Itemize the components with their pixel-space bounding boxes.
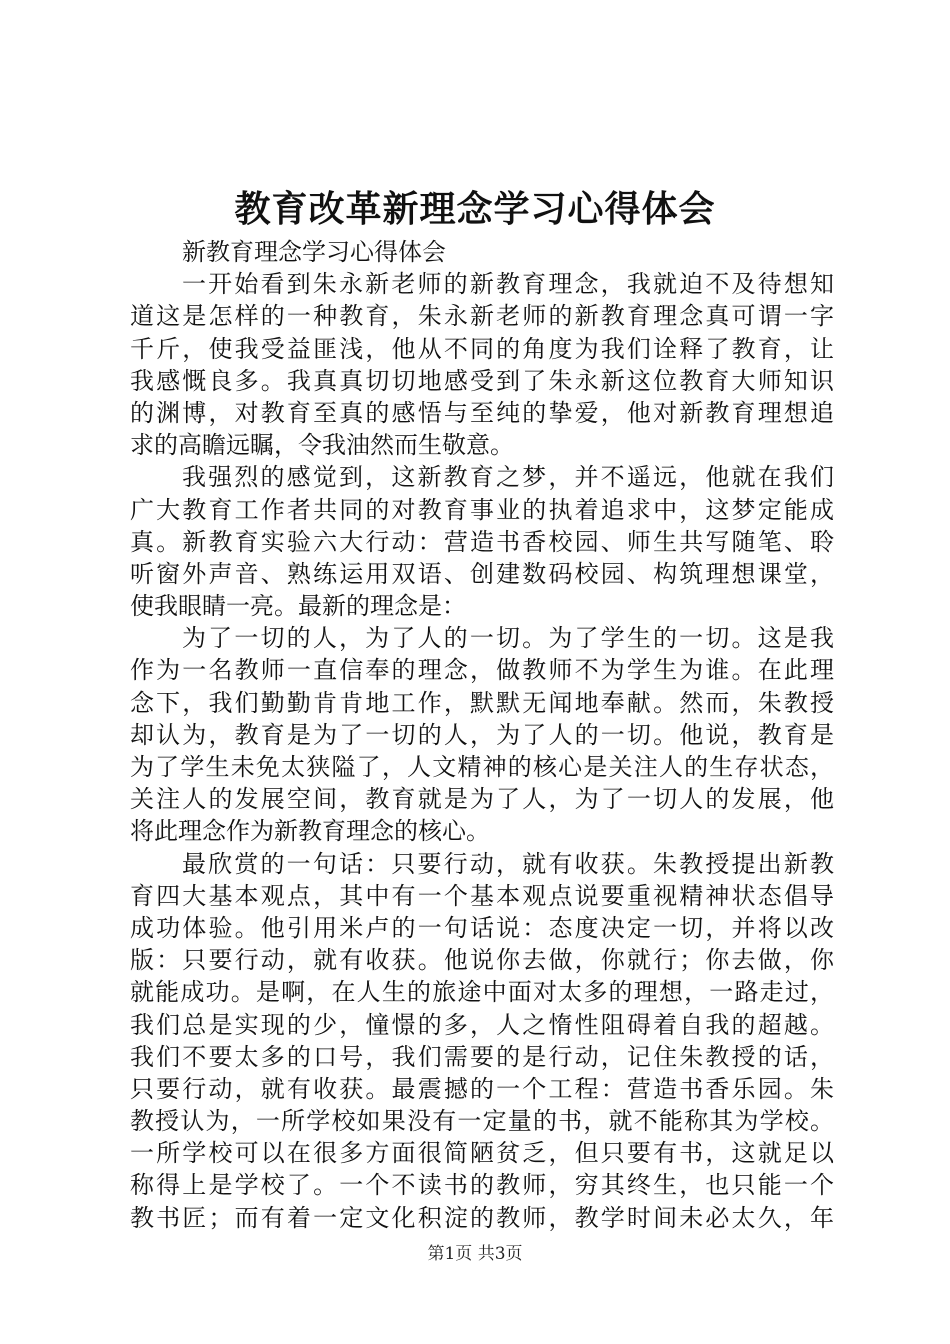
text-line: 我强烈的感觉到，这新教育之梦，并不遥远，他就在我们 <box>182 463 834 492</box>
text-line: 教授认为，一所学校如果没有一定量的书，就不能称其为学校。 <box>130 1107 834 1136</box>
text-line: 关注人的发展空间，教育就是为了人，为了一切人的发展，他 <box>130 785 834 814</box>
text-line: 千斤，使我受益匪浅，他从不同的角度为我们诠释了教育，让 <box>130 334 834 363</box>
text-line: 只要行动，就有收获。最震撼的一个工程：营造书香乐园。朱 <box>130 1074 834 1103</box>
text-line: 求的高瞻远瞩，令我油然而生敬意。 <box>130 431 514 460</box>
text-line: 道这是怎样的一种教育，朱永新老师的新教育理念真可谓一字 <box>130 302 834 331</box>
text-line: 广大教育工作者共同的对教育事业的执着追求中，这梦定能成 <box>130 495 834 524</box>
text-line: 为了一切的人，为了人的一切。为了学生的一切。这是我 <box>182 624 834 653</box>
text-line: 我们总是实现的少，憧憬的多，人之惰性阻碍着自我的超越。 <box>130 1010 834 1039</box>
text-line: 作为一名教师一直信奉的理念，做教师不为学生为谁。在此理 <box>130 656 834 685</box>
text-line: 版：只要行动，就有收获。他说你去做，你就行；你去做，你 <box>130 946 834 975</box>
document-title: 教育改革新理念学习心得体会 <box>234 188 716 230</box>
document-body <box>130 236 834 1234</box>
text-line: 却认为，教育是为了一切的人，为了人的一切。他说，教育是 <box>130 720 834 749</box>
text-line: 就能成功。是啊，在人生的旅途中面对太多的理想，一路走过， <box>130 978 834 1007</box>
text-line: 新教育理念学习心得体会 <box>182 238 446 266</box>
text-line: 使我眼睛一亮。最新的理念是： <box>130 592 466 621</box>
text-line: 听窗外声音、熟练运用双语、创建数码校园、构筑理想课堂， <box>130 559 834 588</box>
text-line: 为了学生未免太狭隘了，人文精神的核心是关注人的生存状态， <box>130 753 834 781</box>
text-line: 一开始看到朱永新老师的新教育理念，我就迫不及待想知 <box>182 270 834 299</box>
text-line: 一所学校可以在很多方面很简陋贫乏，但只要有书，这就足以 <box>130 1139 834 1168</box>
text-line: 将此理念作为新教育理念的核心。 <box>130 817 490 846</box>
text-line: 的渊博，对教育至真的感悟与至纯的挚爱，他对新教育理想追 <box>130 398 834 427</box>
text-line: 育四大基本观点，其中有一个基本观点说要重视精神状态倡导 <box>130 881 834 910</box>
text-line: 教书匠；而有着一定文化积淀的教师，教学时间未必太久，年 <box>130 1203 834 1232</box>
text-line: 我感慨良多。我真真切切地感受到了朱永新这位教育大师知识 <box>130 366 834 395</box>
text-line: 最欣赏的一句话：只要行动，就有收获。朱教授提出新教 <box>182 849 834 878</box>
text-line: 真。新教育实验六大行动：营造书香校园、师生共写随笔、聆 <box>130 527 834 556</box>
text-line: 我们不要太多的口号，我们需要的是行动，记住朱教授的话， <box>130 1042 834 1071</box>
text-line: 称得上是学校了。一个不读书的教师，穷其终生，也只能一个 <box>130 1171 834 1200</box>
page-footer: 第1页 共3页 <box>427 1244 523 1264</box>
text-line: 成功体验。他引用米卢的一句话说：态度决定一切，并将以改 <box>130 913 834 942</box>
text-line: 念下，我们勤勤肯肯地工作，默默无闻地奉献。然而，朱教授 <box>130 688 834 717</box>
